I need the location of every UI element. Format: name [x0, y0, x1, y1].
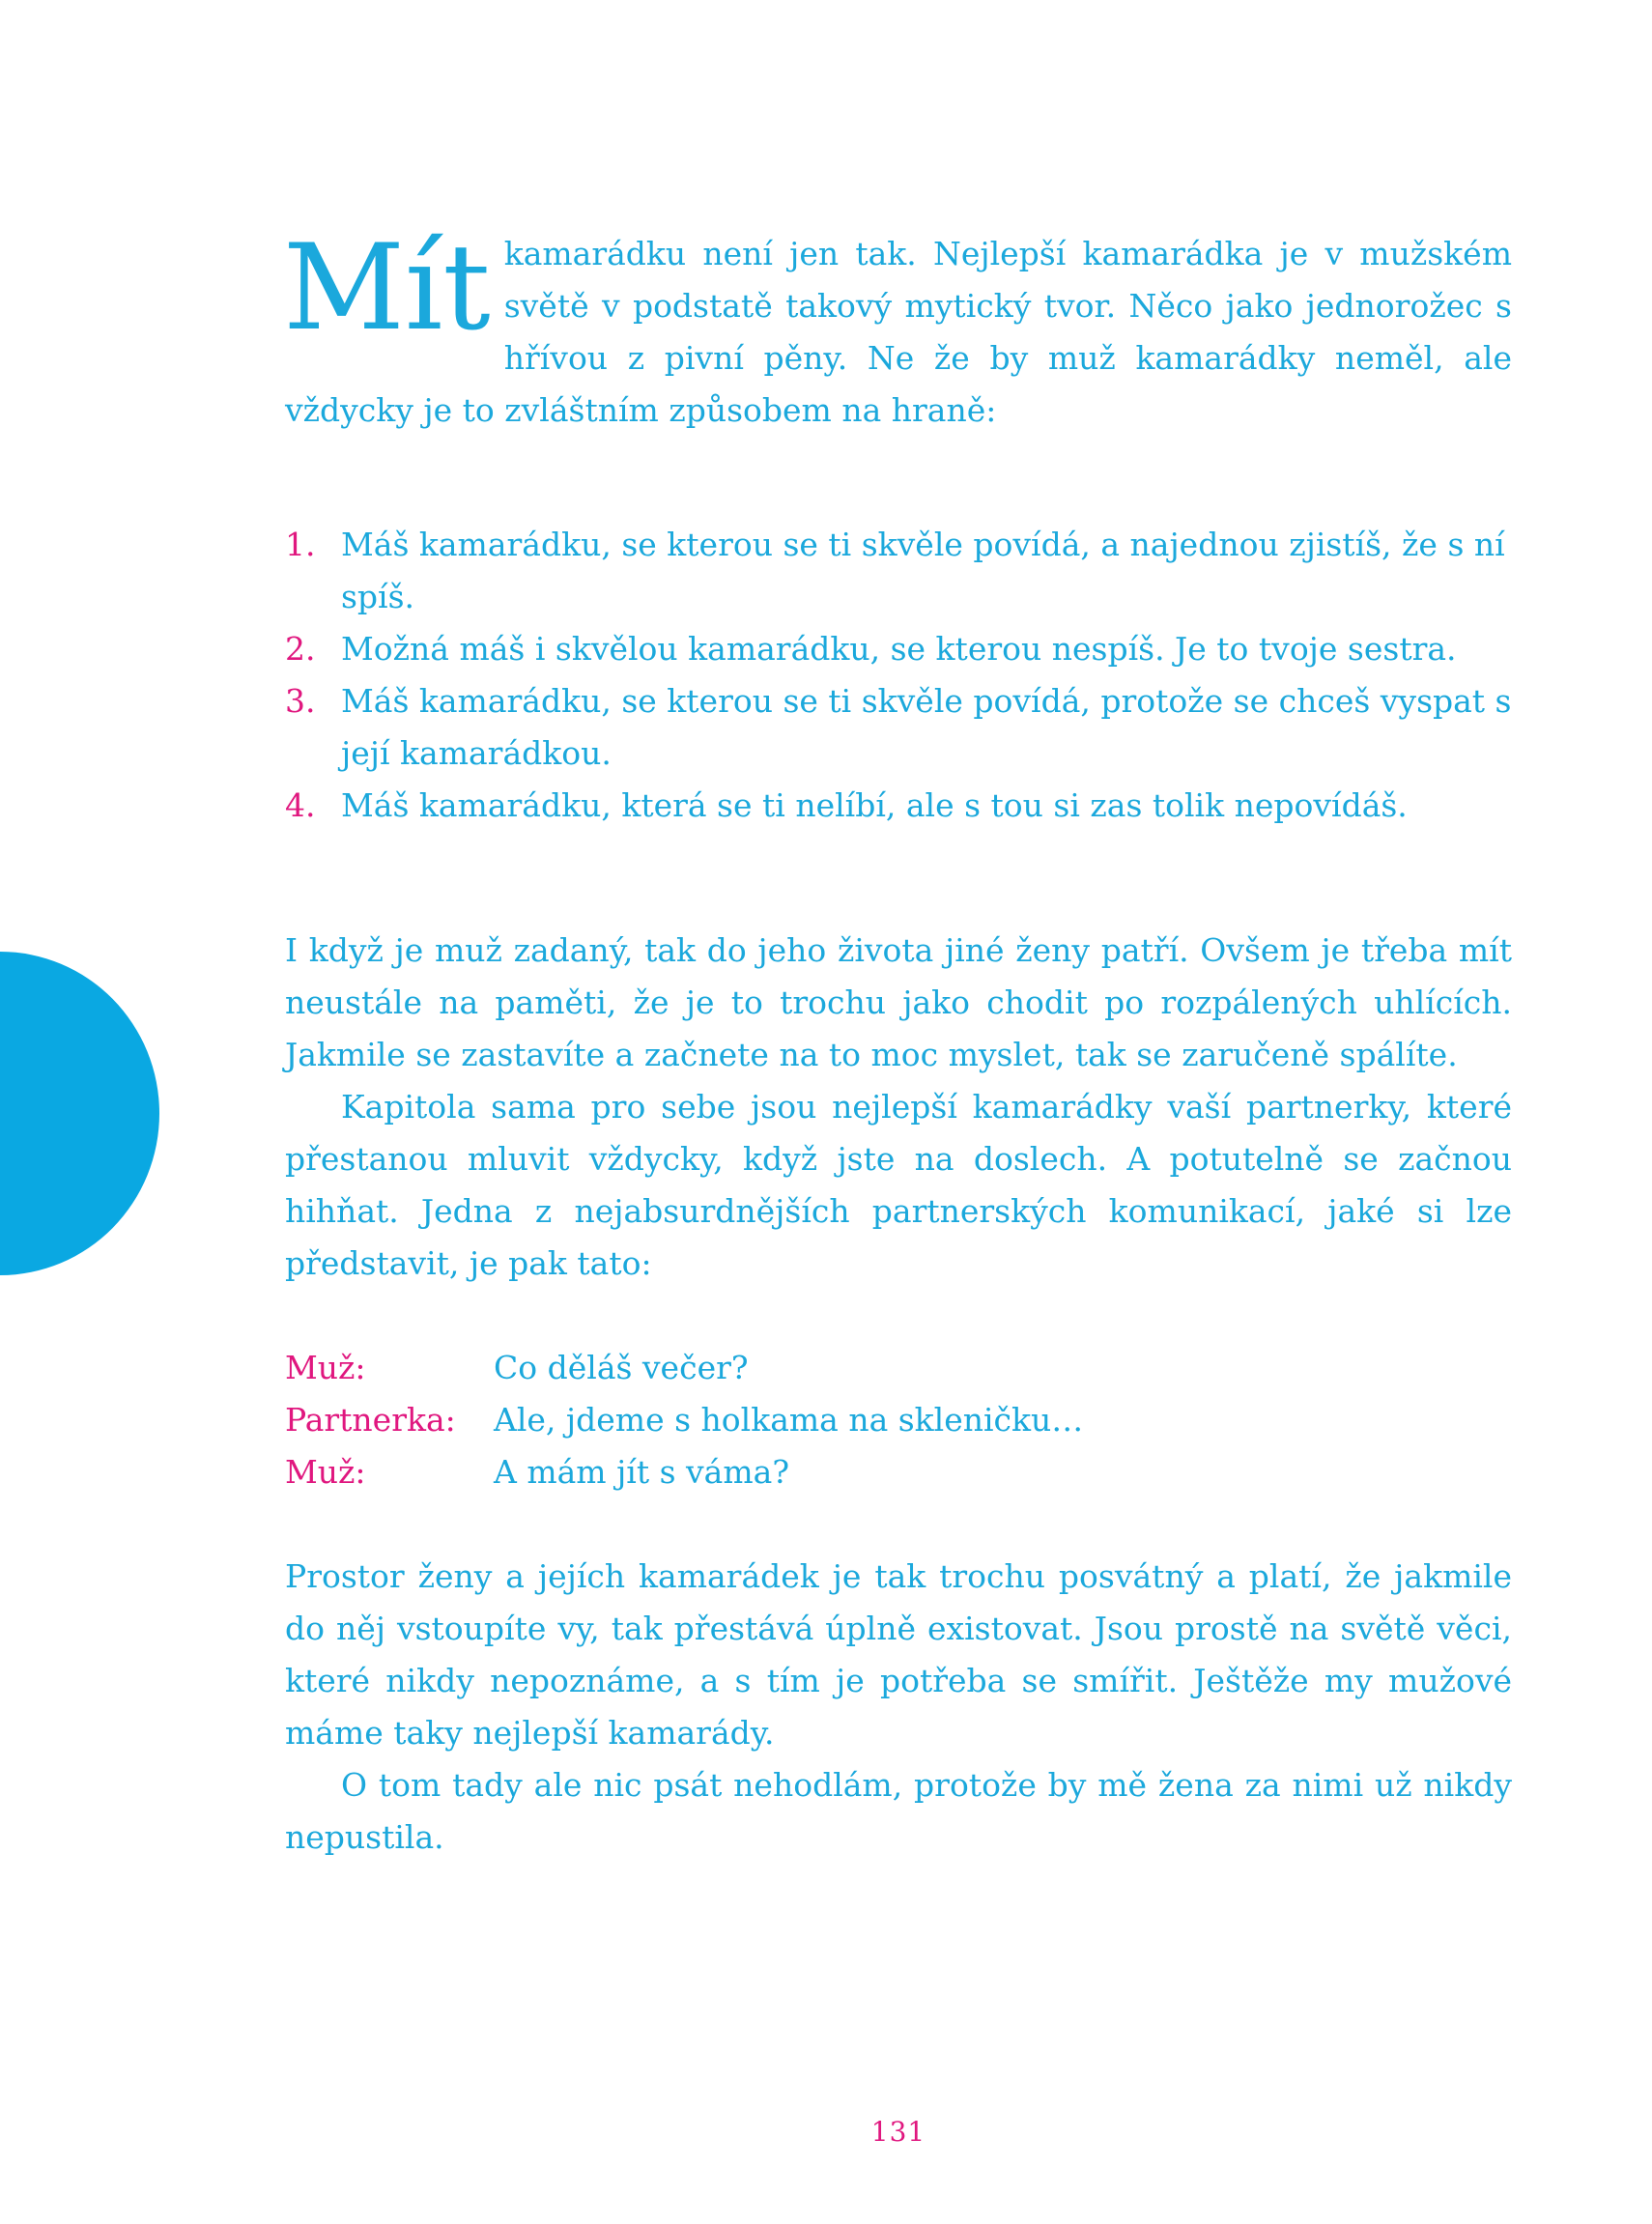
intro-text: kamarádku není jen tak. Nejlepší kamarádka je v mužském světě v podstatě takový mytický tvor. Něco jako jednorožec s hřívou z pivní pěny. Ne že by muž kamarádky neměl, ale vždycky je to zvláštním způsobem na hraně: [285, 235, 1512, 429]
list-number: 3. [285, 682, 316, 720]
dialog-speaker: Muž: [285, 1349, 366, 1386]
dialog-speaker: Muž: [285, 1453, 366, 1491]
list-item-text: Máš kamarádku, se kterou se ti skvěle povídá, a najednou zjistíš, že s ní spíš. [341, 526, 1505, 615]
list-number: 2. [285, 630, 316, 668]
list-item-text: Máš kamarádku, se kterou se ti skvěle povídá, protože se chceš vyspat s její kamarádkou. [341, 682, 1512, 772]
decorative-circle [0, 952, 159, 1275]
list-number: 4. [285, 786, 316, 824]
dialog-row [285, 1342, 1512, 1394]
page-number: 131 [870, 2116, 926, 2148]
list-item [285, 675, 1512, 780]
body-paragraph: I když je muž zadaný, tak do jeho života jiné ženy patří. Ovšem je třeba mít neustále na paměti, že je to trochu jako chodit po rozpálených uhlících. Jakmile se zastavíte a začnete na to moc myslet, tak se zaručeně spálíte. [285, 931, 1512, 1073]
list-item [285, 519, 1512, 623]
drop-cap-word: Mít [283, 219, 491, 357]
dialog [285, 1342, 1512, 1498]
list-item [285, 623, 1512, 675]
dialog-row [285, 1394, 1512, 1446]
body-section [285, 925, 1512, 1290]
numbered-list [285, 519, 1512, 832]
list-item [285, 780, 1512, 832]
dialog-row [285, 1446, 1512, 1498]
list-item-text: Možná máš i skvělou kamarádku, se kterou nespíš. Je to tvoje sestra. [341, 630, 1457, 668]
page-content [283, 219, 1512, 1864]
dialog-speaker: Partnerka: [285, 1401, 456, 1439]
closing-section [285, 1551, 1512, 1864]
list-item-text: Máš kamarádku, která se ti nelíbí, ale s tou si zas tolik nepovídáš. [341, 786, 1408, 824]
dialog-line: A mám jít s váma? [494, 1453, 790, 1491]
body-paragraph: Prostor ženy a jejích kamarádek je tak trochu posvátný a platí, že jakmile do něj vstoupíte vy, tak přestává úplně existovat. Jsou prostě na světě věci, které nikdy nepoznáme, a s tím je potřeba se smířit. Ještěže my mužové máme taky nejlepší kamarády. [285, 1557, 1512, 1752]
list-number: 1. [285, 526, 316, 563]
body-paragraph: O tom tady ale nic psát nehodlám, protože by mě žena za nimi už nikdy nepustila. [285, 1766, 1512, 1856]
dialog-line: Ale, jdeme s holkama na skleničku… [494, 1401, 1084, 1439]
dialog-line: Co děláš večer? [494, 1349, 749, 1386]
body-paragraph: Kapitola sama pro sebe jsou nejlepší kamarádky vaší partnerky, které přestanou mluvit vždycky, když jste na doslech. A potutelně se začnou hihňat. Jedna z nejabsurdnějších partnerských komunikací, jaké si lze představit, je pak tato: [285, 1088, 1512, 1282]
intro-paragraph [283, 219, 1512, 437]
